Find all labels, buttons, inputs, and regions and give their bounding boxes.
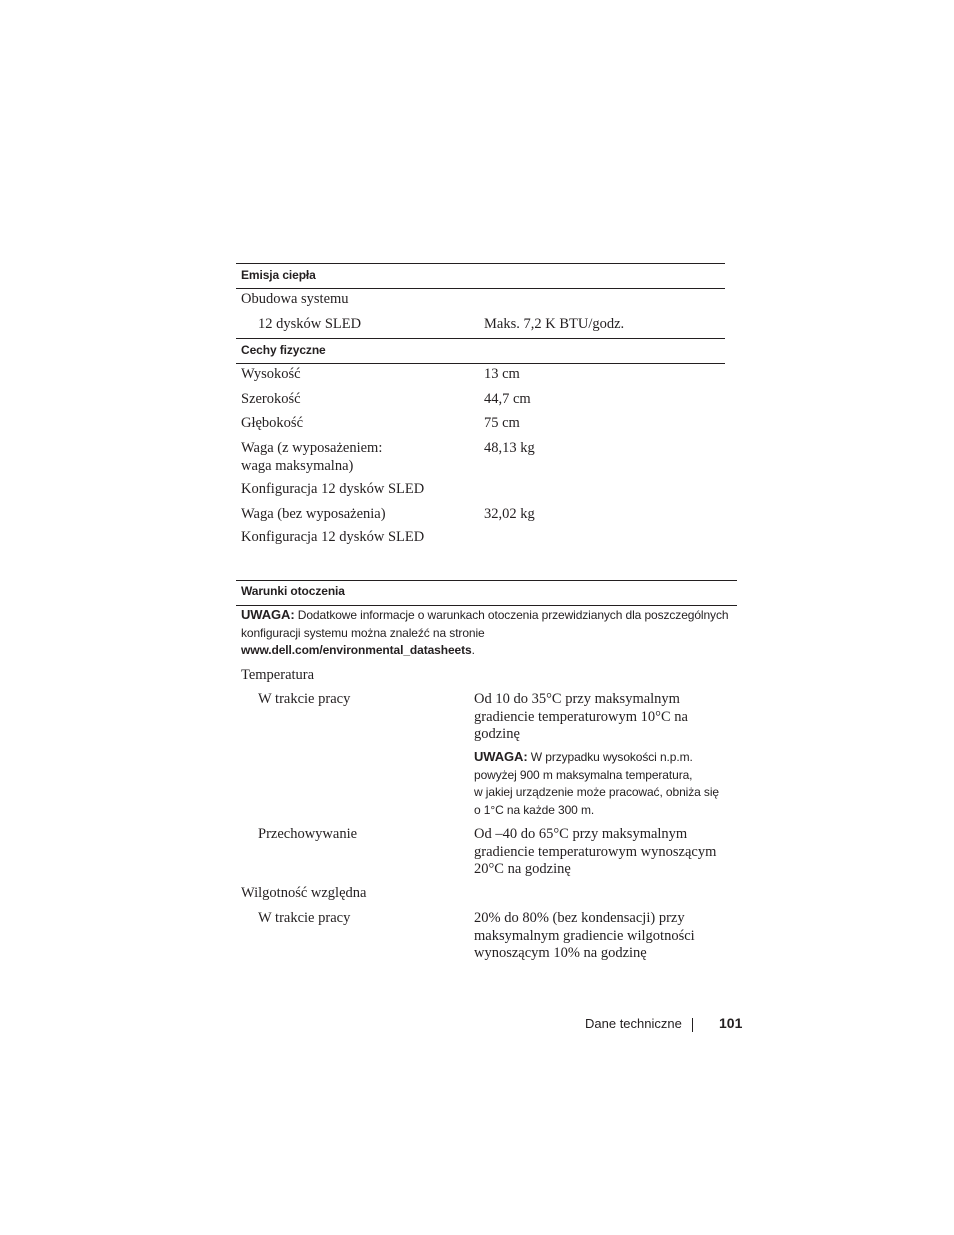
weight-min-label: Waga (bez wyposażenia): [241, 506, 386, 522]
height-label: Wysokość: [241, 366, 301, 382]
temp-operating-value-line1: Od 10 do 35°C przy maksymalnym: [474, 691, 680, 707]
temp-operating-note: [474, 748, 734, 819]
humidity-operating-value-line2: maksymalnym gradiencie wilgotności: [474, 927, 695, 944]
humidity-operating-label: W trakcie pracy: [258, 910, 351, 926]
environment-note-line2: konfiguracji systemu można znaleźć na stronie: [241, 625, 485, 640]
note-prefix: UWAGA:: [241, 607, 295, 622]
heat-group-label: Obudowa systemu: [241, 291, 349, 307]
weight-max-label-line1: Waga (z wyposażeniem:: [241, 440, 383, 456]
note-suffix: .: [471, 643, 475, 657]
environment-note: [241, 606, 737, 660]
temp-storage-value-line2: gradiencie temperaturowym wynoszącym: [474, 843, 717, 860]
config-label-1: Konfiguracja 12 dysków SLED: [241, 481, 425, 497]
temp-note-line1: [474, 748, 734, 767]
datasheets-link[interactable]: www.dell.com/environmental_datasheets: [241, 643, 472, 657]
humidity-operating-value-line3: wynoszącym 10% na godzinę: [474, 945, 647, 961]
humidity-group-label: Wilgotność względna: [241, 885, 367, 901]
environment-note-line3: [241, 642, 737, 660]
temp-operating-value-line2: gradiencie temperaturowym 10°C na: [474, 708, 688, 725]
depth-label: Głębokość: [241, 415, 304, 431]
height-value: 13 cm: [484, 366, 520, 382]
temp-operating-value: [474, 691, 688, 744]
heat-row-label: 12 dysków SLED: [258, 316, 362, 332]
temp-note-prefix: UWAGA:: [474, 749, 528, 764]
width-value: 44,7 cm: [484, 391, 531, 407]
depth-value: 75 cm: [484, 415, 520, 431]
weight-max-label: [241, 440, 382, 475]
weight-max-value: 48,13 kg: [484, 440, 535, 456]
section-heading-physical: Cechy fizyczne: [241, 343, 326, 357]
section-heading-heat: Emisja ciepła: [241, 268, 316, 282]
temp-operating-label: W trakcie pracy: [258, 691, 351, 707]
width-label: Szerokość: [241, 391, 301, 407]
weight-min-value: 32,02 kg: [484, 506, 535, 522]
note-line1-text: Dodatkowe informacje o warunkach otoczenia przewidzianych dla poszczególnych: [297, 608, 729, 622]
temp-storage-value: [474, 826, 716, 879]
footer-section-title: Dane techniczne: [585, 1016, 682, 1031]
physical-top-rule: [236, 338, 725, 339]
temp-note-line3: w jakiej urządzenie może pracować, obniża się: [474, 785, 719, 799]
table1-top-rule: [236, 263, 725, 264]
temp-operating-value-line3: godzinę: [474, 726, 520, 742]
temp-storage-value-line3: 20°C na godzinę: [474, 861, 571, 877]
temp-storage-label: Przechowywanie: [258, 826, 358, 842]
heat-heading-rule: [236, 288, 725, 289]
page-number: 101: [719, 1015, 743, 1031]
section-heading-environment: Warunki otoczenia: [241, 584, 345, 598]
environment-note-line1: [241, 606, 737, 625]
footer-separator: [692, 1018, 693, 1032]
physical-heading-rule: [236, 363, 725, 364]
weight-max-label-line2: waga maksymalna): [241, 457, 354, 474]
humidity-operating-value-line1: 20% do 80% (bez kondensacji) przy: [474, 910, 685, 926]
temp-note-line2: powyżej 900 m maksymalna temperatura,: [474, 767, 693, 782]
temperature-group-label: Temperatura: [241, 667, 315, 683]
table2-top-rule: [236, 580, 737, 581]
humidity-operating-value: [474, 910, 695, 963]
heat-row-value: Maks. 7,2 K BTU/godz.: [484, 316, 625, 332]
temp-note-line4: o 1°C na każde 300 m.: [474, 802, 595, 817]
temp-note-line1-text: W przypadku wysokości n.p.m.: [530, 750, 693, 764]
temp-storage-value-line1: Od –40 do 65°C przy maksymalnym: [474, 826, 688, 842]
config-label-2: Konfiguracja 12 dysków SLED: [241, 529, 425, 545]
